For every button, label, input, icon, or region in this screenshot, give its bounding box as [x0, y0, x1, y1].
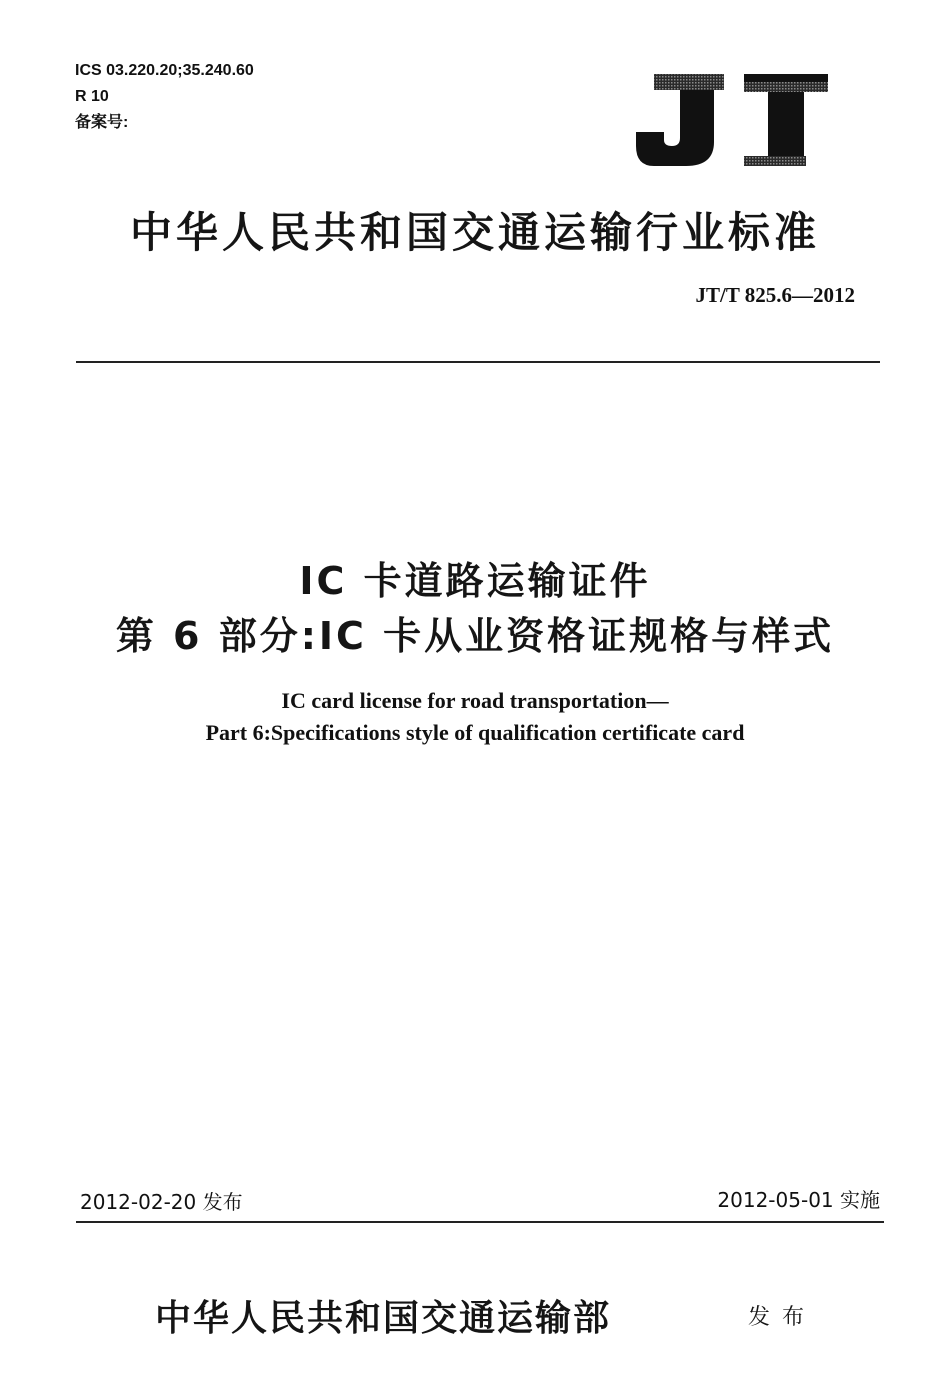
bottom-divider [76, 1221, 884, 1223]
issue-date: 2012-02-20 发布 [80, 1190, 243, 1214]
filing-number-label: 备案号: [75, 114, 129, 131]
issuing-authority: 中华人民共和国交通运输部 [155, 1298, 612, 1339]
ics-code: ICS 03.220.20;35.240.60 [75, 62, 254, 79]
jt-logo [632, 70, 832, 170]
standard-category-title: 中华人民共和国交通运输行业标准 [129, 208, 820, 257]
top-divider [76, 361, 880, 363]
title-en-line1: IC card license for road transportation— [281, 688, 669, 713]
publish-label: 发布 [748, 1305, 817, 1330]
standard-number: JT/T 825.6—2012 [695, 283, 855, 307]
title-zh-line1: IC 卡道路运输证件 [299, 559, 651, 603]
title-zh-line2: 第 6 部分:IC 卡从业资格证规格与样式 [115, 614, 835, 658]
ccs-code: R 10 [75, 88, 109, 105]
classification-block [75, 58, 254, 136]
effective-date: 2012-05-01 实施 [717, 1188, 880, 1212]
title-en-line2: Part 6:Specifications style of qualification certificate card [205, 720, 745, 745]
